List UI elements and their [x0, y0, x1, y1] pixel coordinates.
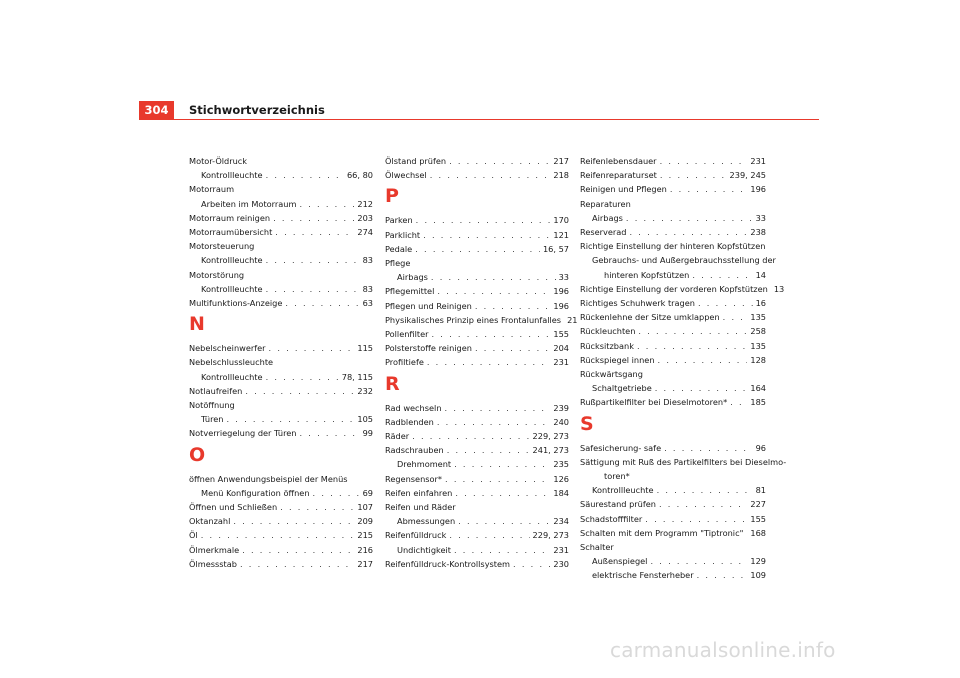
index-entry-term: Parken — [385, 215, 413, 226]
dot-leader — [269, 341, 355, 355]
index-entry — [580, 211, 766, 225]
dot-leader — [445, 472, 550, 486]
dot-leader — [458, 514, 550, 528]
index-entry-term: Drehmoment — [397, 459, 452, 470]
index-entry-page: 216 — [357, 544, 373, 555]
index-entry — [385, 415, 569, 429]
index-heading: Motorstörung — [189, 269, 245, 280]
index-column-3 — [580, 154, 787, 583]
index-entry-term: Abmessungen — [397, 516, 456, 527]
index-entry-term: Radschrauben — [385, 445, 444, 456]
index-entry — [580, 512, 766, 526]
index-column-2 — [385, 154, 578, 571]
index-entry-page: 274 — [357, 227, 373, 238]
index-entry-page: 135 — [750, 340, 766, 351]
index-entry-term: Ölwechsel — [385, 170, 427, 181]
index-entry-term: Nebelscheinwerfer — [189, 343, 266, 354]
index-entry-term: Parklicht — [385, 229, 421, 240]
index-entry-page: 121 — [553, 229, 569, 240]
index-entry — [580, 568, 766, 582]
index-entry-term: Außenspiegel — [592, 556, 648, 567]
dot-leader — [645, 512, 747, 526]
index-entry — [385, 299, 569, 313]
index-entry — [580, 225, 766, 239]
index-entry — [385, 168, 569, 182]
index-entry-term: Reinigen und Pflegen — [580, 184, 667, 195]
index-entry — [580, 353, 766, 367]
index-heading: Reparaturen — [580, 198, 631, 209]
index-heading: Motorraum — [189, 184, 235, 195]
index-entry-page: 66, 80 — [346, 170, 373, 181]
index-entry — [580, 526, 766, 540]
index-entry-term: Schadstofffilter — [580, 513, 643, 524]
dot-leader — [299, 197, 354, 211]
index-entry — [385, 270, 569, 284]
dot-leader — [630, 225, 748, 239]
index-entry-page: 83 — [362, 283, 373, 294]
index-entry-term: Airbags — [397, 272, 428, 283]
index-entry — [385, 327, 569, 341]
index-entry — [580, 483, 766, 497]
index-entry-term: elektrische Fensterheber — [592, 570, 694, 581]
index-entry-term: Arbeiten im Motorraum — [201, 198, 297, 209]
index-entry-page: 196 — [750, 184, 766, 195]
index-entry-term: Ölmessstab — [189, 558, 237, 569]
index-entry-term: Motorraum reinigen — [189, 212, 271, 223]
index-entry-page: 69 — [362, 487, 373, 498]
index-entry-term: hinteren Kopfstützen — [604, 269, 690, 280]
index-entry-term: Säurestand prüfen — [580, 499, 656, 510]
index-entry — [189, 341, 373, 355]
index-entry — [580, 324, 766, 338]
index-entry — [580, 381, 766, 395]
index-entry-term: Rad wechseln — [385, 402, 442, 413]
index-heading: Sättigung mit Ruß des Partikelfilters bei Dieselmo- — [580, 456, 787, 467]
index-entry-page: 105 — [357, 414, 373, 425]
index-entry-term: Safesicherung- safe — [580, 442, 662, 453]
dot-leader — [626, 211, 753, 225]
index-entry-page: 241, 273 — [532, 445, 569, 456]
index-entry-page: 63 — [362, 298, 373, 309]
index-entry — [189, 197, 373, 211]
index-entry — [385, 514, 569, 528]
index-entry-page: 231 — [750, 156, 766, 166]
index-entry — [189, 500, 373, 514]
index-entry — [189, 543, 373, 557]
dot-leader — [313, 486, 360, 500]
index-entry — [385, 486, 569, 500]
index-entry — [385, 313, 578, 327]
index-entry-term: Airbags — [592, 212, 623, 223]
dot-leader — [449, 154, 550, 168]
dot-leader — [437, 415, 551, 429]
index-entry-page: 229, 273 — [532, 530, 569, 541]
dot-leader — [233, 514, 354, 528]
index-heading: Nebelschlussleuchte — [189, 357, 274, 368]
index-entry-page: 185 — [750, 397, 766, 408]
dot-leader — [698, 296, 753, 310]
index-entry-page: 196 — [553, 286, 569, 297]
index-entry-page: 235 — [553, 459, 569, 470]
index-entry — [189, 225, 373, 239]
dot-leader — [658, 353, 748, 367]
dot-leader — [475, 299, 551, 313]
dot-leader — [266, 253, 360, 267]
index-entry-page: 78, 115 — [341, 371, 373, 382]
index-entry-page: 217 — [357, 558, 373, 569]
dot-leader — [655, 381, 748, 395]
index-entry-term: Rückenlehne der Sitze umklappen — [580, 312, 720, 323]
index-entry-page: 155 — [553, 329, 569, 340]
index-entry-page: 227 — [750, 499, 766, 510]
index-entry-page: 196 — [553, 300, 569, 311]
index-entry-page: 21 — [567, 314, 578, 325]
index-entry-page: 168 — [750, 527, 766, 538]
index-heading: Gebrauchs- und Außergebrauchsstellung der — [592, 255, 776, 266]
index-entry-term: Kontrollleuchte — [201, 283, 263, 294]
index-entry — [385, 213, 569, 227]
index-entry — [580, 497, 766, 511]
index-entry-term: Reifenlebensdauer — [580, 156, 657, 166]
index-entry — [580, 154, 766, 168]
index-entry — [580, 268, 766, 282]
index-entry-term: Multifunktions-Anzeige — [189, 298, 283, 309]
index-entry — [189, 412, 373, 426]
index-entry-term: Profiltiefe — [385, 357, 424, 368]
dot-leader — [416, 213, 551, 227]
dot-leader — [240, 557, 354, 571]
index-letter-heading: N — [189, 313, 205, 336]
index-entry — [189, 528, 373, 542]
index-entry — [189, 486, 373, 500]
dot-leader — [445, 401, 551, 415]
index-entry — [385, 429, 569, 443]
header-rule — [139, 119, 819, 120]
index-entry — [580, 441, 766, 455]
index-entry — [385, 557, 569, 571]
index-heading: Motor-Öldruck — [189, 156, 248, 166]
index-entry-term: Regensensor* — [385, 473, 443, 484]
index-entry — [580, 395, 766, 409]
dot-leader — [201, 528, 355, 542]
dot-leader — [657, 483, 753, 497]
dot-leader — [730, 395, 747, 409]
index-entry-term: Physikalisches Prinzip eines Frontalunfalles — [385, 314, 562, 325]
dot-leader — [423, 228, 550, 242]
index-heading: Reifen und Räder — [385, 502, 456, 513]
index-entry-page: 203 — [357, 212, 373, 223]
index-heading: toren* — [604, 471, 630, 482]
dot-leader — [650, 554, 747, 568]
index-entry-term: Radblenden — [385, 416, 434, 427]
index-entry — [189, 426, 373, 440]
index-entry — [385, 341, 569, 355]
dot-leader — [437, 284, 550, 298]
index-entry-term: Reifen einfahren — [385, 487, 453, 498]
index-entry — [580, 296, 766, 310]
dot-leader — [670, 182, 748, 196]
index-entry-page: 99 — [362, 428, 373, 439]
page-title: Stichwortverzeichnis — [189, 103, 325, 117]
dot-leader — [431, 327, 550, 341]
dot-leader — [513, 557, 550, 571]
index-entry-page: 217 — [553, 156, 569, 166]
index-heading: Pflege — [385, 258, 411, 269]
index-letter-heading: S — [580, 412, 594, 435]
dot-leader — [415, 242, 540, 256]
dot-leader — [275, 225, 354, 239]
index-entry-page: 33 — [755, 212, 766, 223]
dot-leader — [266, 282, 360, 296]
index-entry-term: Kontrollleuchte — [201, 255, 263, 266]
index-entry-page: 258 — [750, 326, 766, 337]
index-entry — [189, 168, 373, 182]
index-entry-page: 13 — [773, 283, 785, 294]
index-entry-page: 126 — [553, 473, 569, 484]
index-entry-term: Reserverad — [580, 227, 627, 238]
dot-leader — [697, 568, 748, 582]
index-entry-page: 109 — [750, 570, 766, 581]
dot-leader — [660, 168, 727, 182]
index-entry-page: 14 — [755, 269, 766, 280]
dot-leader — [637, 339, 747, 353]
index-entry-page: 232 — [357, 385, 373, 396]
index-entry-page: 238 — [750, 227, 766, 238]
index-entry-page: 215 — [357, 530, 373, 541]
dot-leader — [280, 500, 354, 514]
index-entry-page: 239, 245 — [729, 170, 766, 181]
index-heading: Motorsteuerung — [189, 241, 255, 252]
index-entry — [385, 228, 569, 242]
index-entry — [385, 154, 569, 168]
index-entry — [385, 457, 569, 471]
index-letter-heading: O — [189, 443, 206, 466]
index-entry-term: Ölstand prüfen — [385, 156, 447, 166]
index-entry — [189, 370, 373, 384]
index-entry-page: 231 — [553, 544, 569, 555]
index-entry-page: 239 — [553, 402, 569, 413]
index-entry — [385, 401, 569, 415]
dot-leader — [431, 270, 556, 284]
index-heading: Notöffnung — [189, 400, 235, 411]
index-entry-term: Räder — [385, 431, 410, 442]
index-entry-term: Motorraumübersicht — [189, 227, 273, 238]
index-entry-page: 231 — [553, 357, 569, 368]
index-heading: öffnen Anwendungsbeispiel der Menüs — [189, 473, 348, 484]
dot-leader — [454, 543, 550, 557]
index-entry-term: Menü Konfiguration öffnen — [201, 487, 310, 498]
index-entry-term: Kontrollleuchte — [201, 371, 263, 382]
index-entry-term: Undichtigkeit — [397, 544, 451, 555]
index-entry — [189, 282, 373, 296]
index-entry — [189, 253, 373, 267]
dot-leader — [226, 412, 354, 426]
index-entry-term: Pflegemittel — [385, 286, 435, 297]
index-entry-term: Kontrollleuchte — [592, 485, 654, 496]
index-entry-page: 33 — [558, 272, 569, 283]
index-heading: Rückwärtsgang — [580, 369, 643, 380]
index-entry-term: Rückspiegel innen — [580, 354, 655, 365]
index-entry — [189, 384, 373, 398]
index-entry — [580, 554, 766, 568]
index-heading: Richtige Einstellung der hinteren Kopfstützen — [580, 241, 766, 252]
index-entry — [385, 528, 569, 542]
index-entry-page: 212 — [357, 198, 373, 209]
dot-leader — [455, 486, 550, 500]
index-entry-page: 128 — [750, 354, 766, 365]
dot-leader — [746, 526, 747, 540]
dot-leader — [245, 384, 354, 398]
index-entry-page: 204 — [553, 343, 569, 354]
index-entry — [385, 355, 569, 369]
index-entry-term: Türen — [201, 414, 224, 425]
index-entry-term: Richtige Einstellung der vorderen Kopfstützen — [580, 283, 768, 294]
dot-leader — [475, 341, 550, 355]
index-entry — [580, 282, 785, 296]
index-entry-page: 135 — [750, 312, 766, 323]
index-entry — [189, 296, 373, 310]
dot-leader — [412, 429, 529, 443]
index-entry — [580, 310, 766, 324]
index-entry-page: 234 — [553, 516, 569, 527]
index-entry-page: 107 — [357, 502, 373, 513]
dot-leader — [454, 457, 550, 471]
index-entry — [385, 472, 569, 486]
dot-leader — [242, 543, 354, 557]
watermark: carmanualsonline.info — [610, 638, 836, 662]
index-entry-page: 164 — [750, 383, 766, 394]
index-entry-page: 229, 273 — [532, 431, 569, 442]
dot-leader — [273, 211, 354, 225]
index-heading: Schalter — [580, 542, 614, 553]
index-entry-term: Kontrollleuchte — [201, 170, 263, 181]
index-entry-page: 83 — [362, 255, 373, 266]
dot-leader — [266, 370, 339, 384]
index-entry-page: 218 — [553, 170, 569, 181]
index-entry — [580, 168, 766, 182]
dot-leader — [660, 154, 748, 168]
index-entry-page: 209 — [357, 516, 373, 527]
index-entry — [385, 443, 569, 457]
index-entry-term: Rußpartikelfilter bei Dieselmotoren* — [580, 397, 728, 408]
index-entry-page: 184 — [553, 487, 569, 498]
index-entry — [385, 543, 569, 557]
index-entry-term: Öl — [189, 530, 198, 541]
index-entry-term: Notlaufreifen — [189, 385, 243, 396]
index-entry — [189, 557, 373, 571]
index-entry — [385, 284, 569, 298]
index-letter-heading: P — [385, 185, 399, 208]
index-entry-page: 115 — [357, 343, 373, 354]
index-entry — [580, 339, 766, 353]
index-entry-term: Öffnen und Schließen — [189, 502, 278, 513]
dot-leader — [427, 355, 550, 369]
index-letter-heading: R — [385, 372, 400, 395]
index-entry-page: 16 — [755, 298, 766, 309]
dot-leader — [723, 310, 748, 324]
index-entry-term: Notverriegelung der Türen — [189, 428, 297, 439]
dot-leader — [664, 441, 752, 455]
dot-leader — [447, 443, 530, 457]
dot-leader — [449, 528, 529, 542]
index-entry-page: 96 — [755, 442, 766, 453]
dot-leader — [430, 168, 551, 182]
index-entry — [580, 182, 766, 196]
index-entry-page: 170 — [553, 215, 569, 226]
index-entry-page: 16, 57 — [542, 243, 569, 254]
index-entry-page: 129 — [750, 556, 766, 567]
dot-leader — [692, 268, 752, 282]
index-entry-term: Schaltgetriebe — [592, 383, 652, 394]
index-entry — [189, 211, 373, 225]
index-entry-term: Reifenreparaturset — [580, 170, 657, 181]
dot-leader — [638, 324, 747, 338]
dot-leader — [300, 426, 360, 440]
index-entry-term: Richtiges Schuhwerk tragen — [580, 298, 695, 309]
index-entry-term: Pedale — [385, 243, 413, 254]
index-entry — [189, 514, 373, 528]
index-entry-term: Polsterstoffe reinigen — [385, 343, 472, 354]
dot-leader — [659, 497, 747, 511]
index-entry-term: Oktanzahl — [189, 516, 231, 527]
index-column-1 — [189, 154, 373, 571]
index-entry-page: 230 — [553, 558, 569, 569]
dot-leader — [285, 296, 359, 310]
index-entry-term: Reifenfülldruck — [385, 530, 447, 541]
index-entry-term: Rückleuchten — [580, 326, 636, 337]
index-entry-term: Pflegen und Reinigen — [385, 300, 472, 311]
index-entry-term: Schalten mit dem Programm "Tiptronic" — [580, 527, 744, 538]
index-entry-page: 81 — [755, 485, 766, 496]
index-entry — [385, 242, 569, 256]
index-entry-term: Pollenfilter — [385, 329, 429, 340]
index-entry-page: 155 — [750, 513, 766, 524]
dot-leader — [266, 168, 344, 182]
index-entry-term: Reifenfülldruck-Kontrollsystem — [385, 558, 511, 569]
index-entry-page: 240 — [553, 416, 569, 427]
page-number-tab: 304 — [139, 101, 174, 119]
index-entry-term: Rücksitzbank — [580, 340, 634, 351]
index-entry-term: Ölmerkmale — [189, 544, 240, 555]
